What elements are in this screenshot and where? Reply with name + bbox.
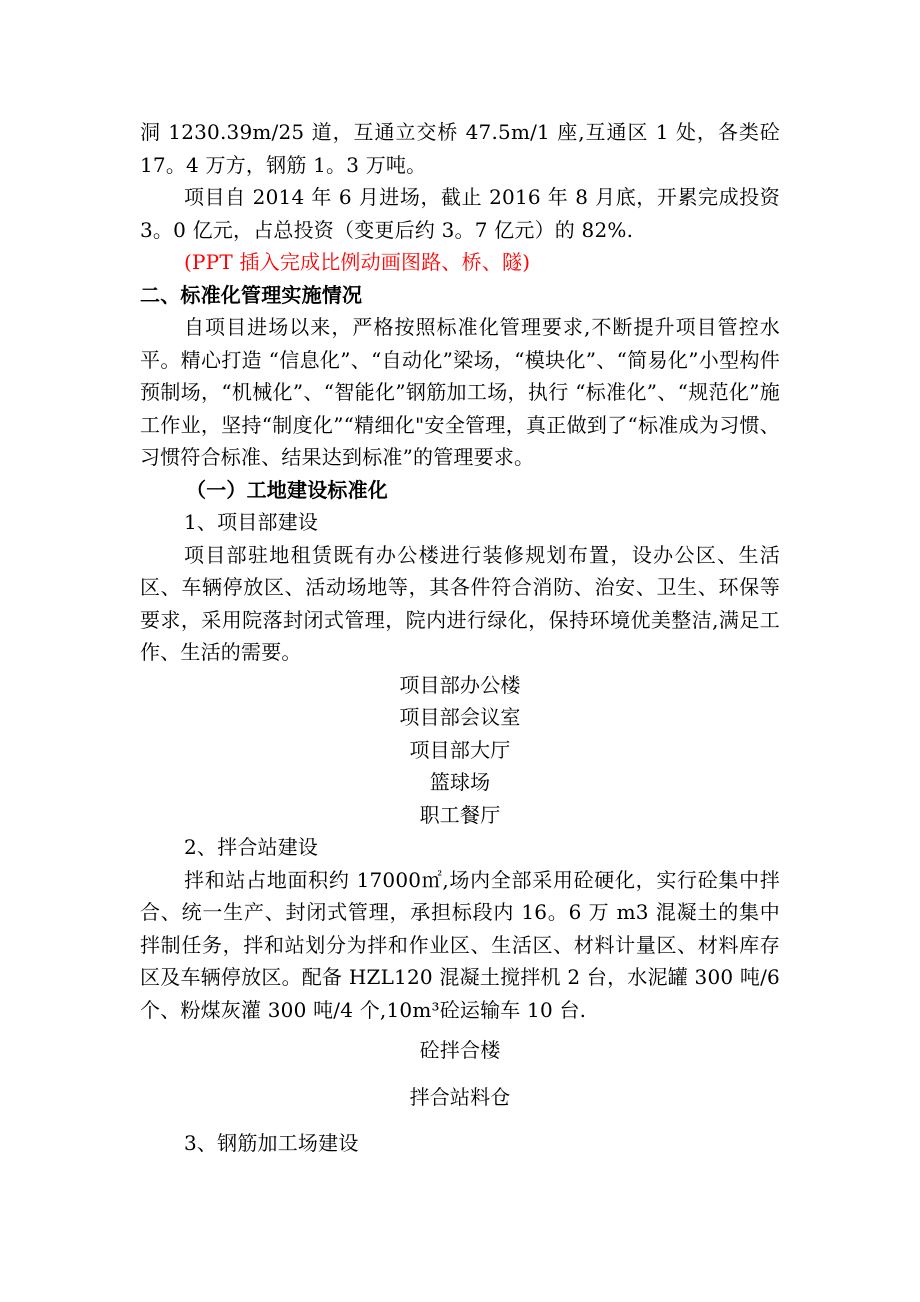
caption-meeting-room: 项目部会议室 <box>399 705 521 729</box>
caption-office-building: 项目部办公楼 <box>399 672 521 697</box>
caption-lobby: 项目部大厅 <box>409 737 511 762</box>
section-heading-2: 二、标准化管理实施情况 <box>140 282 363 307</box>
caption-canteen: 职工餐厅 <box>419 802 501 827</box>
paragraph-standardization: 自项目进场以来，严格按照标准化管理要求,不断提升项目管控水平。精心打造 “信息化”、“自动化”梁场，“模块化”、“简易化”小型构件预制场，“机械化”、“智能化”钢筋加工场，执行 “标准化”、“规范化”施工作业，坚持“制度化”“精细化"安全管理，真正做到了“标准成为习惯、习惯符合标准、结果达到标准”的管理要求。 <box>140 315 780 469</box>
subheading-site-construction: （一）工地建设标准化 <box>186 477 388 502</box>
document-page <box>140 116 780 1160</box>
caption-mixing-building: 砼拌合楼 <box>419 1038 501 1062</box>
caption-basketball-court: 篮球场 <box>429 770 491 794</box>
paragraph-investment: 项目自 2014 年 6 月进场，截止 2016 年 8 月底，开累完成投资 3。0 亿元，占总投资（变更后约 3。7 亿元）的 82%. <box>140 185 780 242</box>
photo-captions-project-dept <box>140 669 780 832</box>
item-mixing-station-title: 2、拌合站建设 <box>184 835 319 859</box>
paragraph-tunnel-stats: 洞 1230.39m/25 道，互通立交桥 47.5m/1 座,互通区 1 处，各类砼 17。4 万方，钢筋 1。3 万吨。 <box>140 120 780 177</box>
item-rebar-yard-title: 3、钢筋加工场建设 <box>184 1131 359 1155</box>
item-project-dept-title: 1、项目部建设 <box>184 510 319 534</box>
paragraph-mixing-station: 拌和站占地面积约 17000㎡,场内全部采用砼硬化，实行砼集中拌合、统一生产、封闭式管理，承担标段内 16。6 万 m3 混凝土的集中拌制任务，拌和站划分为拌和作业区、生活区、材料计量区、材料库存区及车辆停放区。配备 HZL120 混凝土搅拌机 2 台，水泥罐 300 吨/6 个、粉煤灰灌 300 吨/4 个,10m³砼运输车 10 台. <box>140 867 780 1022</box>
caption-mixing-silo: 拌合站料仓 <box>409 1084 511 1109</box>
paragraph-project-dept: 项目部驻地租赁既有办公楼进行装修规划布置，设办公区、生活区、车辆停放区、活动场地等，其各件符合消防、治安、卫生、环保等要求，采用院落封闭式管理，院内进行绿化，保持环境优美整洁,满足工作、生活的需要。 <box>140 542 780 664</box>
ppt-note: (PPT 插入完成比例动画图路、桥、隧) <box>184 250 531 274</box>
